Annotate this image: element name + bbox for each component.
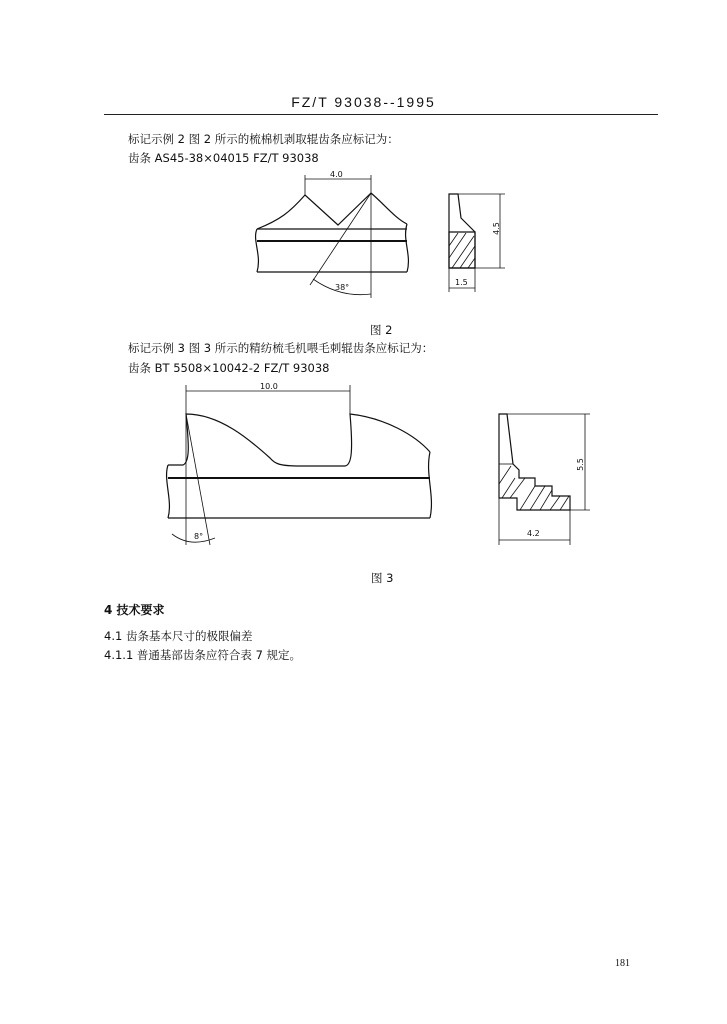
- fig2-dim-pitch: 4.0: [330, 170, 343, 179]
- fig2-tooth-profile: [257, 193, 407, 229]
- fig2-dim-angle: 38°: [335, 283, 350, 292]
- header-rule: [104, 114, 658, 115]
- fig3-dim-angle: 8°: [194, 532, 204, 541]
- fig2-section-hatch: [449, 232, 475, 268]
- section-4-1-1-text: 4.1.1 普通基部齿条应符合表 7 规定。: [104, 648, 302, 662]
- fig3-break-right: [429, 452, 432, 518]
- example2-marking: 齿条 AS45-38×04015 FZ/T 93038: [128, 151, 319, 165]
- figure-3-caption: 图 3: [371, 571, 394, 585]
- fig3-break-left: [167, 465, 170, 518]
- example3-intro: 标记示例 3 图 3 所示的精纺梳毛机喂毛刺辊齿条应标记为：: [128, 341, 434, 355]
- fig2-section-outline: [449, 194, 475, 268]
- fig2-break-left: [256, 229, 259, 272]
- page-number: 181: [615, 958, 630, 969]
- figure-2-caption: 图 2: [370, 323, 393, 337]
- fig3-tooth-profile: [168, 414, 430, 466]
- example3-marking: 齿条 BT 5508×10042-2 FZ/T 93038: [128, 361, 330, 375]
- fig2-break-right: [406, 224, 409, 272]
- fig3-section-outline: [499, 414, 570, 510]
- fig2-dim-height: 4.5: [491, 222, 501, 235]
- section-4-heading: 4 技术要求: [104, 603, 165, 617]
- example2-intro: 标记示例 2 图 2 所示的梳棉机剥取辊齿条应标记为：: [128, 132, 399, 146]
- section-4-1-heading: 4.1 齿条基本尺寸的极限偏差: [104, 629, 253, 643]
- standard-number-header: FZ/T 93038--1995: [291, 94, 436, 110]
- fig3-dim-base: 4.2: [527, 529, 540, 538]
- fig3-dim-pitch: 10.0: [260, 382, 278, 391]
- fig2-dim-base: 1.5: [455, 278, 468, 287]
- fig3-dim-height: 5.5: [575, 458, 585, 471]
